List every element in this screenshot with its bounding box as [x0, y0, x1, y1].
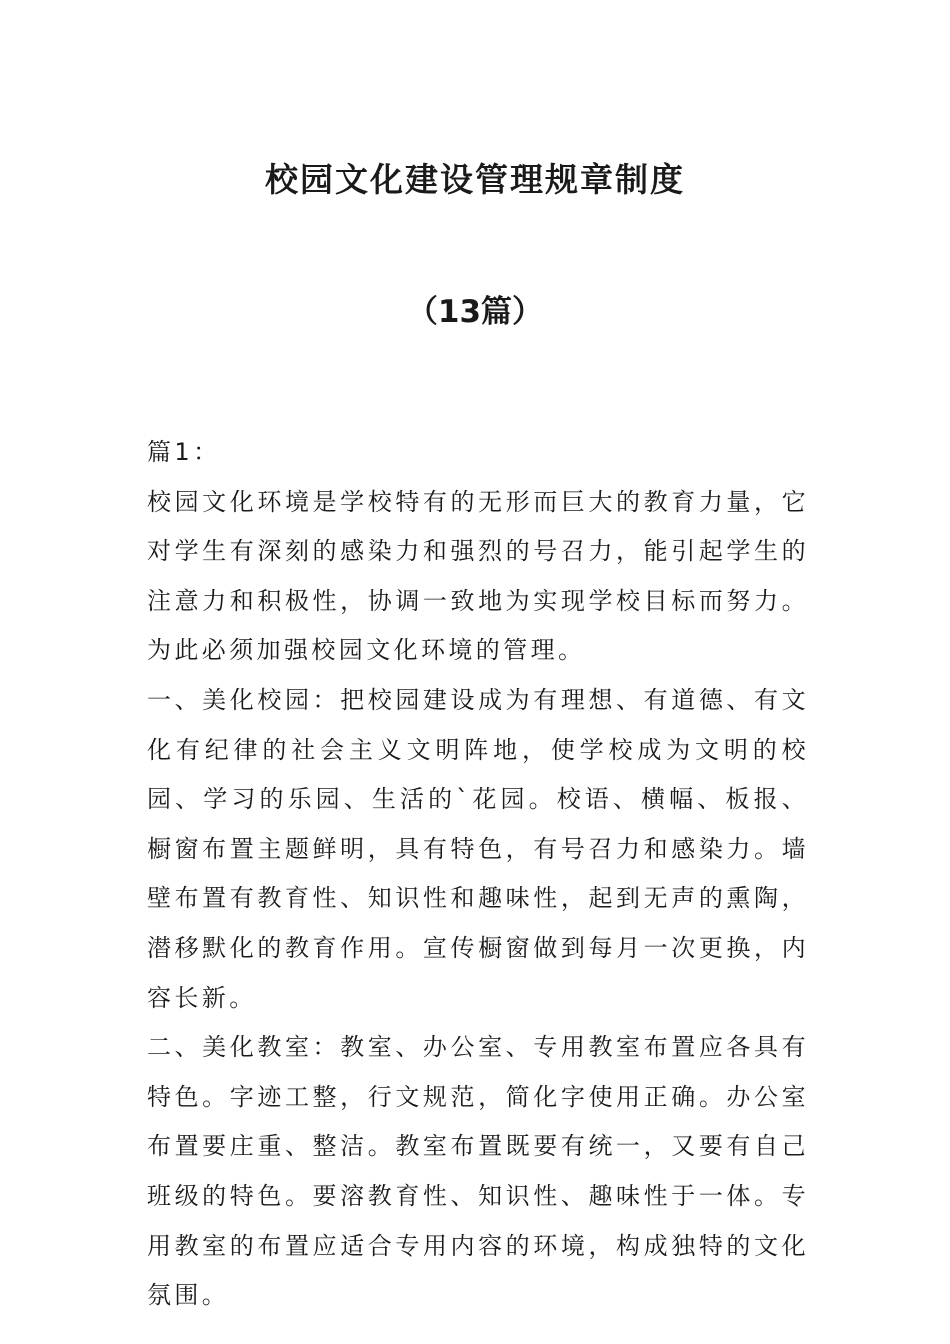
- document-body: [147, 428, 809, 1321]
- paragraph-beautify-classroom: 二、美化教室：教室、办公室、专用教室布置应各具有特色。字迹工整，行文规范，简化字使用正确。办公室布置要庄重、整洁。教室布置既要有统一，又要有自己班级的特色。要溶教育性、知识性、趣味性于一体。专用教室的布置应适合专用内容的环境，构成独特的文化氛围。: [147, 1033, 809, 1310]
- section-heading: 篇1：: [147, 438, 221, 466]
- document-title: 校园文化建设管理规章制度: [265, 160, 685, 199]
- document-subtitle: （13篇）: [406, 294, 544, 330]
- paragraph-intro: 校园文化环境是学校特有的无形而巨大的教育力量，它对学生有深刻的感染力和强烈的号召力，能引起学生的注意力和积极性，协调一致地为实现学校目标而努力。为此必须加强校园文化环境的管理。: [147, 487, 809, 665]
- paragraph-beautify-campus: 一、美化校园：把校园建设成为有理想、有道德、有文化有纪律的社会主义文明阵地，使学校成为文明的校园、学习的乐园、生活的`花园。校语、横幅、板报、橱窗布置主题鲜明，具有特色，有号召力和感染力。墙壁布置有教育性、知识性和趣味性，起到无声的熏陶，潜移默化的教育作用。宣传橱窗做到每月一次更换，内容长新。: [147, 685, 809, 1012]
